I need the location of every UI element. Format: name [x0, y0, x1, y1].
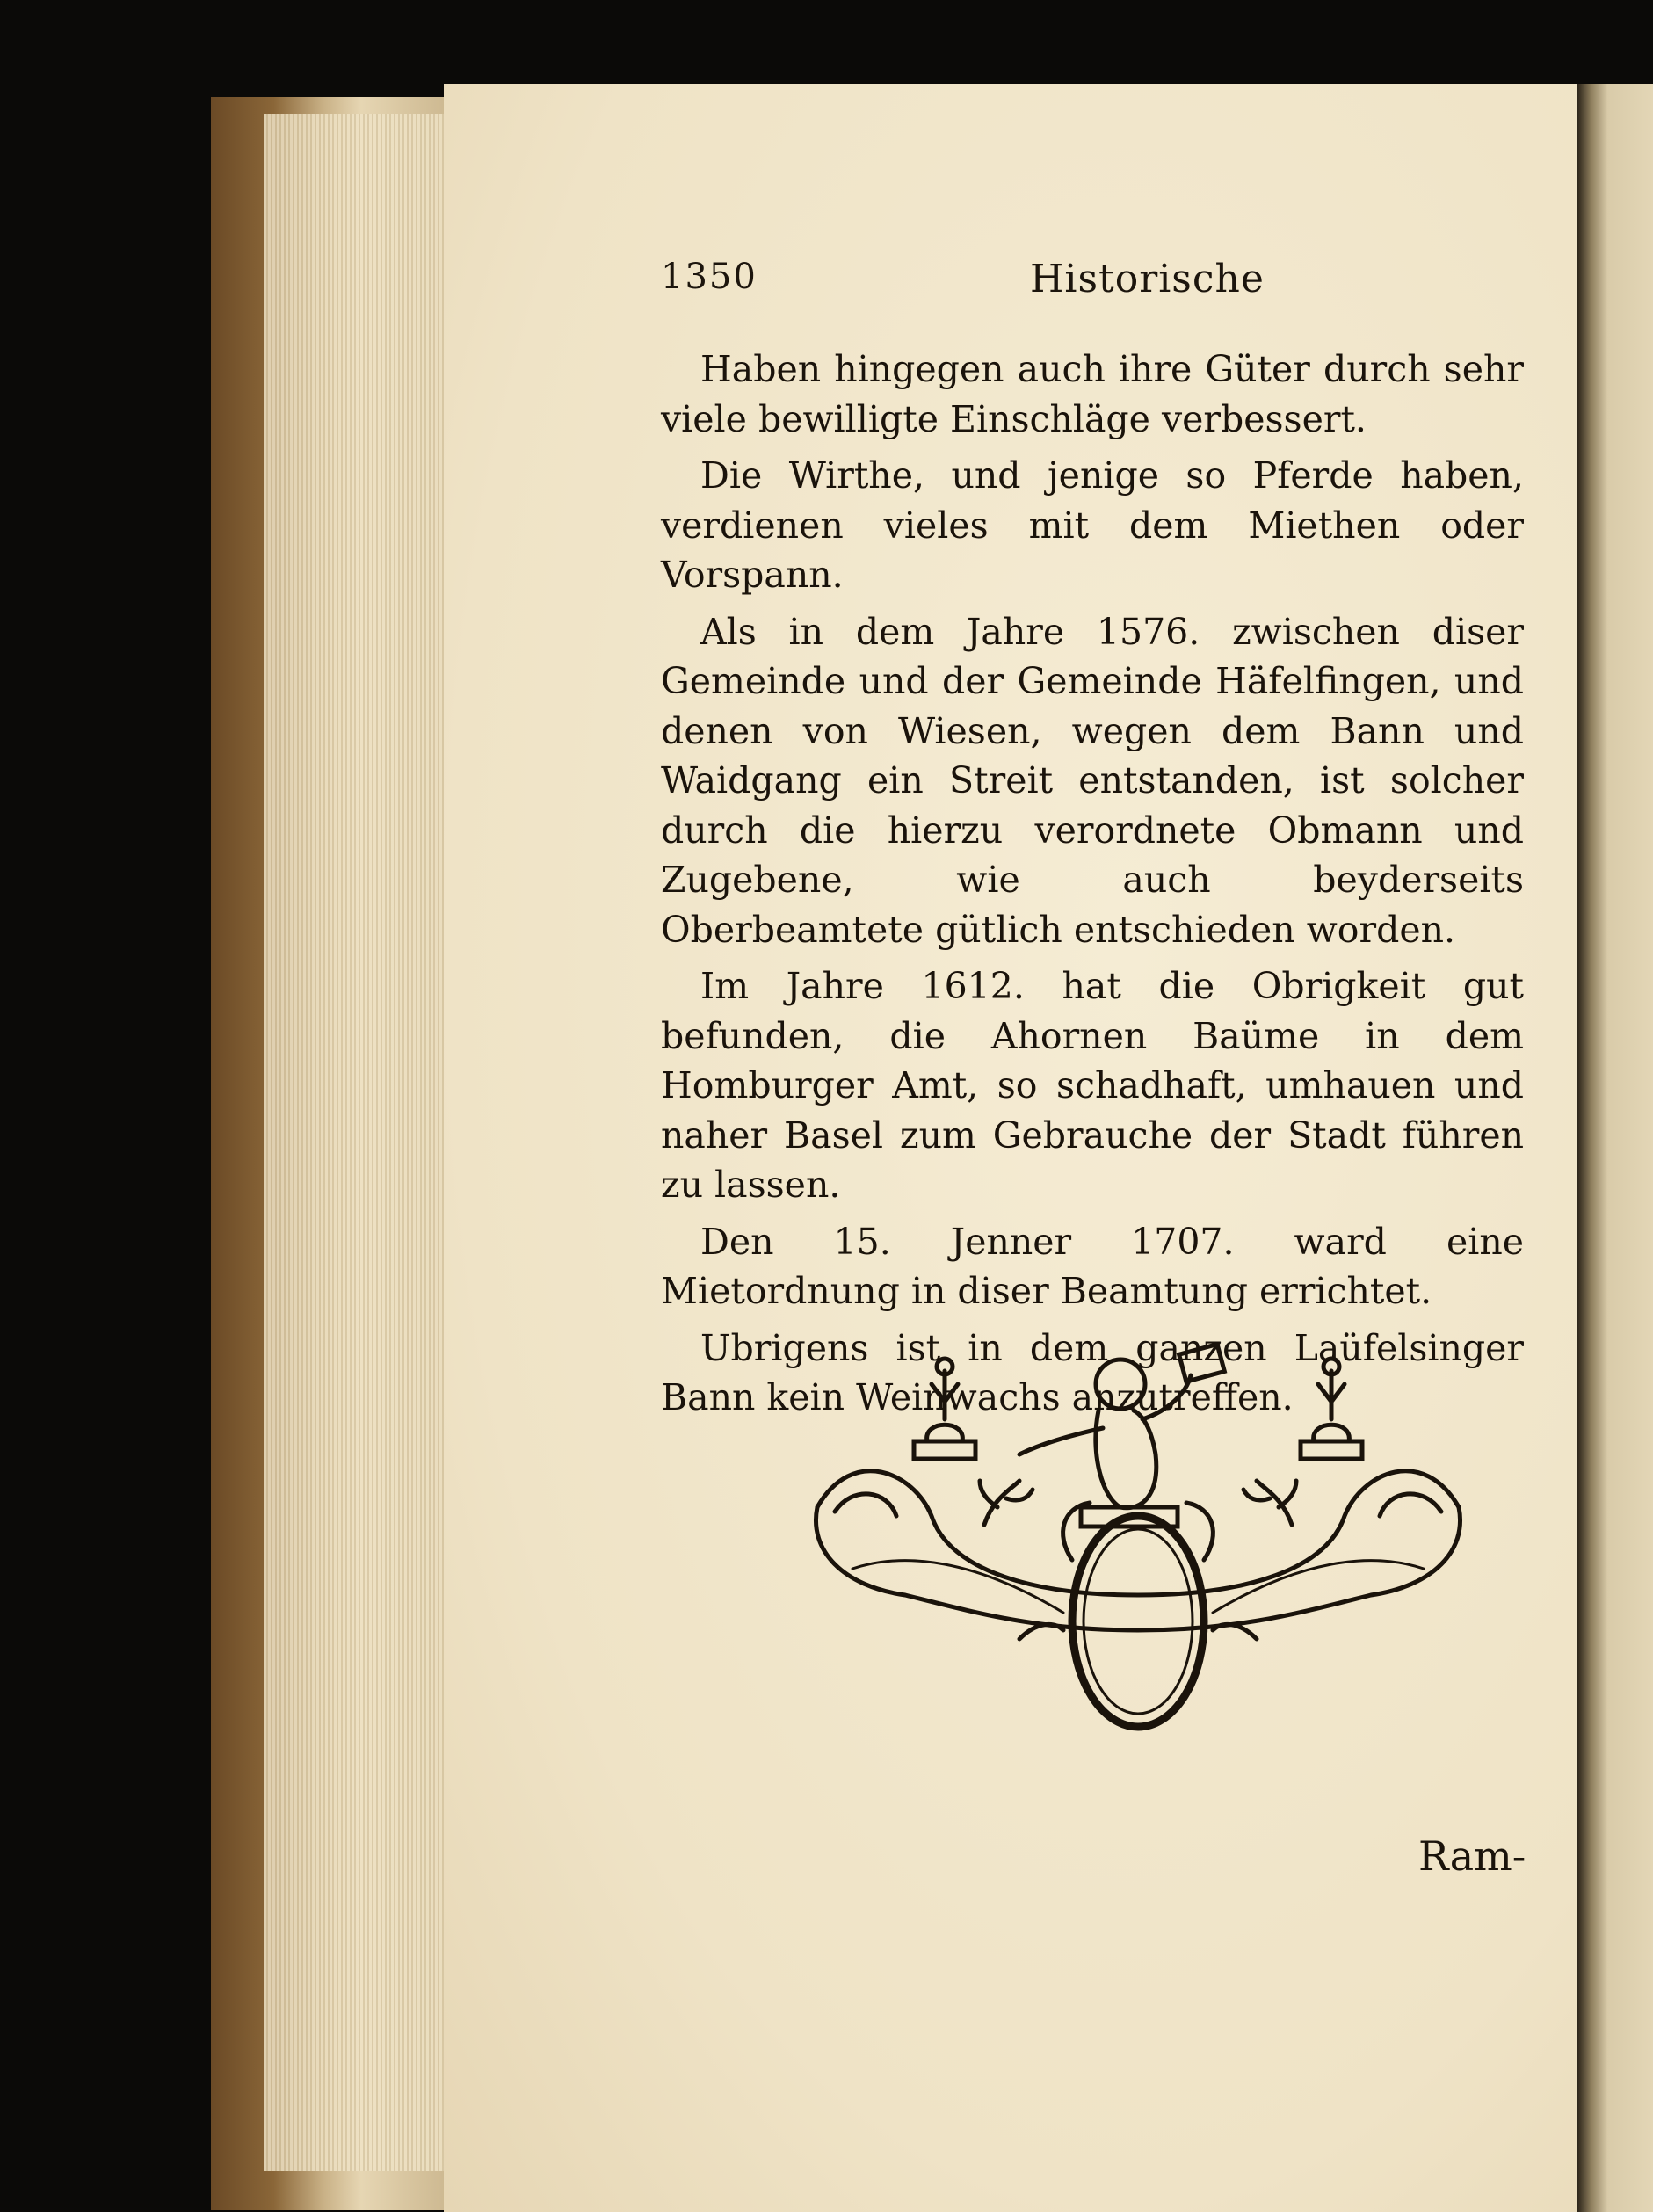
facing-page-edge [1577, 84, 1653, 2212]
book-page-edges [211, 97, 461, 2210]
paragraph: Den 15. Jenner 1707. ward eine Mietordnung in diser Beamtung errichtet. [661, 1220, 1524, 1312]
cherub-cartouche-vignette-icon [800, 1331, 1476, 1753]
body-text [661, 344, 1524, 1430]
page-header [661, 257, 1566, 309]
catchword: Ram- [1418, 1832, 1526, 1880]
paragraph: Haben hingegen auch ihre Güter durch sehr viele bewilligte Einschläge verbessert. [661, 348, 1524, 440]
page-number: 1350 [661, 257, 758, 297]
paragraph: Als in dem Jahre 1576. zwischen diser Gemeinde und der Gemeinde Häfelfingen, und denen von Wiesen, wegen dem Bann und Waidgang ein Streit entstanden, ist solcher durch die hierzu verordnete Obmann und Zugebene, wie auch beyderseits Oberbeamtete gütlich entschieden worden. [661, 610, 1524, 951]
paragraph: Die Wirthe, und jenige so Pferde haben, verdienen vieles mit dem Miethen oder Vorspann. [661, 454, 1524, 596]
stacked-page-edges [264, 114, 457, 2171]
paragraph: Im Jahre 1612. hat die Obrigkeit gut befunden, die Ahornen Baüme in dem Homburger Amt, so schadhaft, umhauen und naher Basel zum Gebrauche der Stadt führen zu lassen. [661, 965, 1524, 1206]
paragraph: Ubrigens ist in dem ganzen Laüfelsinger Bann kein Weinwachs anzutreffen. [661, 1326, 1524, 1418]
running-title: Historische [1030, 257, 1265, 301]
